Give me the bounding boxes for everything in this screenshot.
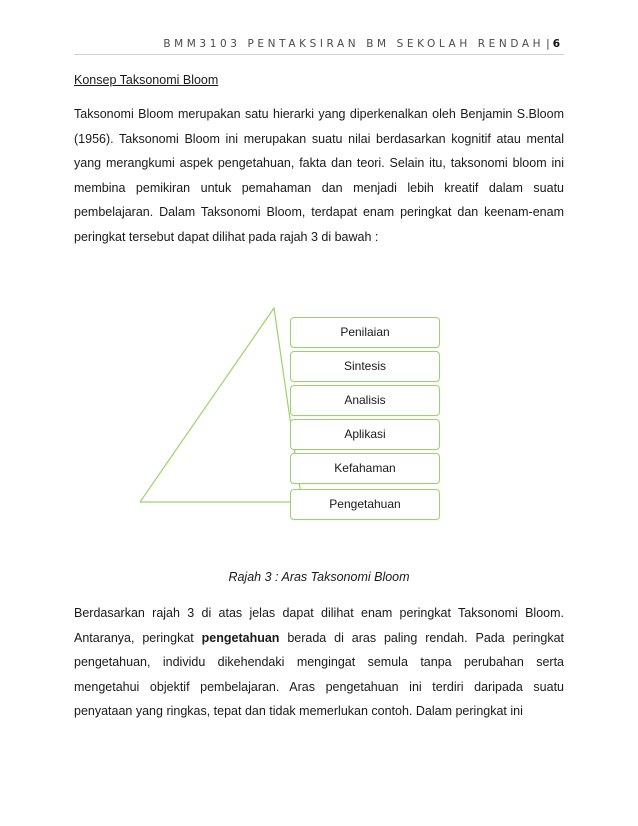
bloom-taxonomy-diagram	[140, 300, 450, 530]
header-rule	[74, 54, 564, 55]
header-separator: |	[546, 38, 550, 50]
level-pengetahuan: Pengetahuan	[290, 489, 440, 520]
level-kefahaman: Kefahaman	[290, 453, 440, 484]
level-analisis: Analisis	[290, 385, 440, 416]
level-sintesis: Sintesis	[290, 351, 440, 382]
running-header	[0, 38, 560, 50]
body-paragraph	[74, 601, 564, 724]
intro-paragraph: Taksonomi Bloom merupakan satu hierarki yang diperkenalkan oleh Benjamin S.Bloom (1956). Taksonomi Bloom ini merupakan suatu nilai berdasarkan kognitif atau mental yang merangkumi aspek pengetahuan, fakta dan teori. Selain itu, taksonomi bloom ini membina pemikiran untuk pemahaman dan menjadi lebih kreatif dalam suatu pembelajaran. Dalam Taksonomi Bloom, terdapat enam peringkat dan keenam-enam peringkat tersebut dapat dilihat pada rajah 3 di bawah :	[74, 107, 564, 244]
section-heading: Konsep Taksonomi Bloom	[74, 73, 219, 87]
figure-caption: Rajah 3 : Aras Taksonomi Bloom	[228, 570, 410, 584]
paragraph-text-before: Berdasarkan rajah 3 di atas jelas dapat dilihat enam peringkat Taksonomi Bloom. Antaranya, peringkat	[74, 606, 564, 645]
paragraph-text-after: berada di aras paling rendah. Pada peringkat pengetahuan, individu dikehendaki mengingat semula tanpa perubahan serta mengetahui objektif pembelajaran. Aras pengetahuan ini terdiri daripada suatu penyataan yang ringkas, tepat dan tidak memerlukan contoh. Dalam peringkat ini	[74, 630, 564, 719]
level-penilaian: Penilaian	[290, 317, 440, 348]
running-title: BMM3103 PENTAKSIRAN BM SEKOLAH RENDAH	[163, 38, 545, 50]
level-aplikasi: Aplikasi	[290, 419, 440, 450]
page-number: 6	[552, 38, 560, 50]
keyword-pengetahuan: pengetahuan	[201, 630, 280, 645]
pyramid-shape	[140, 308, 302, 502]
